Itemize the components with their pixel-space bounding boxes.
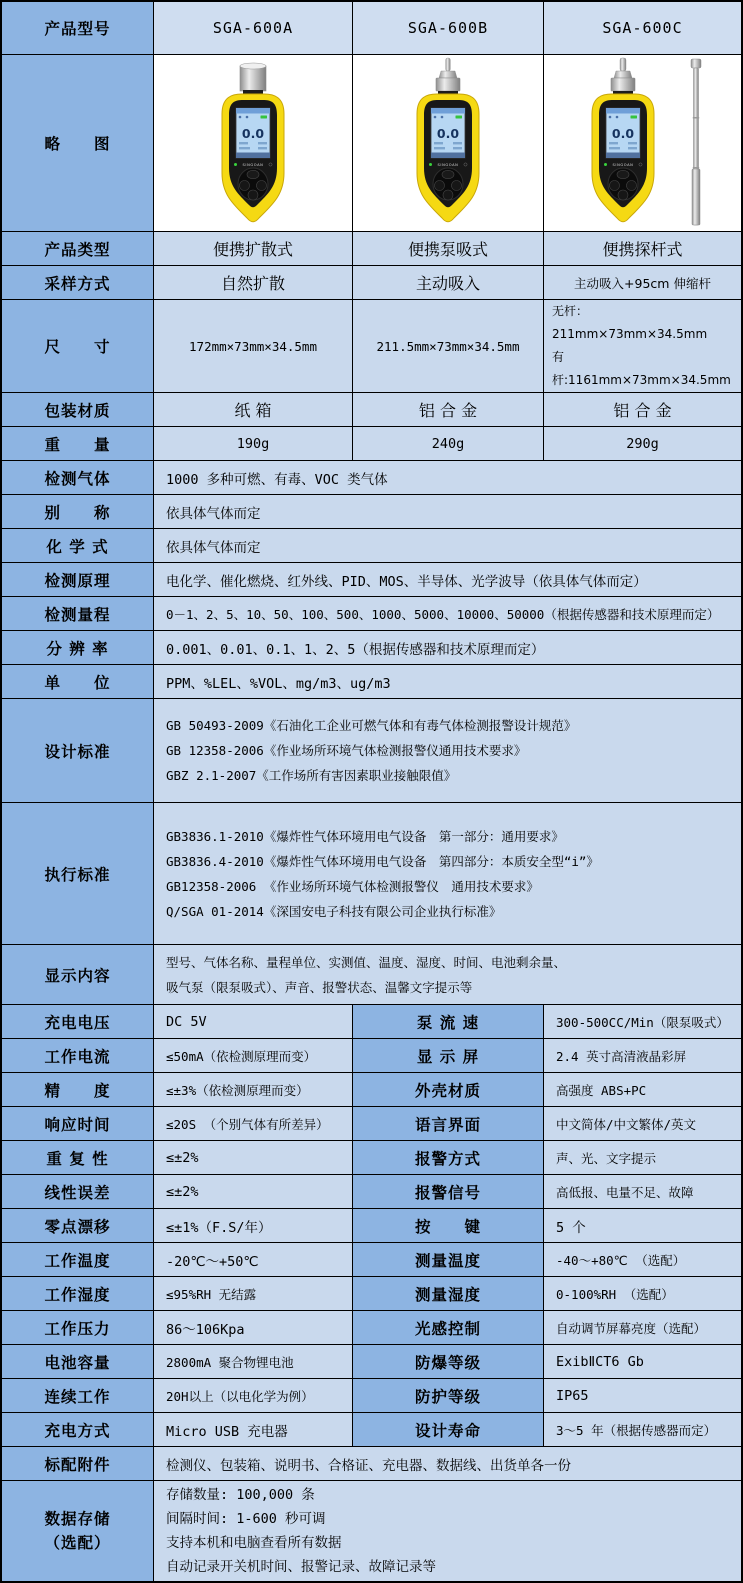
label-measuring-humidity: 测量湿度 — [353, 1277, 543, 1310]
value-sampling-method-b: 主动吸入 — [353, 266, 543, 299]
label-executive-standard: 执行标准 — [2, 803, 153, 944]
sensor-cap — [240, 63, 266, 95]
device-screen — [431, 108, 465, 158]
value-working-current: ≤50mA（依检测原理而变） — [154, 1039, 352, 1072]
data-storage-label-line1: 数据存储 — [44, 1510, 111, 1528]
label-working-humidity: 工作湿度 — [2, 1277, 153, 1310]
value-detection-gas: 1000 多种可燃、有毒、VOC 类气体 — [154, 461, 741, 494]
label-measuring-temperature: 测量温度 — [353, 1243, 543, 1276]
value-dimensions-a: 172mm×73mm×34.5mm — [154, 300, 352, 392]
value-product-type-a: 便携扩散式 — [154, 232, 352, 265]
label-battery-capacity: 电池容量 — [2, 1345, 153, 1378]
label-detection-principle: 检测原理 — [2, 563, 153, 596]
sketch-cell-sga600a — [154, 55, 352, 231]
screen-reading: 0.0 — [241, 126, 265, 141]
value-product-type-b: 便携泵吸式 — [353, 232, 543, 265]
label-sketch: 略 图 — [2, 55, 153, 231]
label-alarm-mode: 报警方式 — [353, 1141, 543, 1174]
label-weight: 重 量 — [2, 427, 153, 460]
value-detection-range: 0－1、2、5、10、50、100、500、1000、5000、10000、50000（根据传感器和技术原理而定） — [154, 597, 741, 630]
label-standard-accessories: 标配附件 — [2, 1447, 153, 1480]
value-zero-drift: ≤±1%（F.S/年） — [154, 1209, 352, 1242]
data-storage-label-line2: （选配） — [44, 1534, 111, 1552]
executive-standard-line: GB3836.1-2010《爆炸性气体环境用电气设备 第一部分：通用要求》 — [166, 828, 564, 844]
executive-standard-line: Q/SGA 01-2014《深国安电子科技有限公司企业执行标准》 — [166, 903, 502, 919]
product-image-sga600a-diffusion-detector — [203, 57, 303, 229]
value-repeatability: ≤±2% — [154, 1141, 352, 1174]
display-content-line: 吸气泵（限泵吸式）、声音、报警状态、温馨文字提示等 — [166, 979, 473, 995]
label-detection-gas: 检测气体 — [2, 461, 153, 494]
brand-text: SINGOAN — [612, 163, 633, 167]
label-shell-material: 外壳材质 — [353, 1073, 543, 1106]
brand-text: SINGOAN — [242, 163, 264, 167]
value-detection-principle: 电化学、催化燃烧、红外线、PID、MOS、半导体、光学波导（依具体气体而定） — [154, 563, 741, 596]
design-standard-line: GBZ 2.1-2007《工作场所有害因素职业接触限值》 — [166, 768, 457, 783]
value-measuring-temperature: -40～+80℃ （选配） — [544, 1243, 741, 1276]
brand-text: SINGOAN — [437, 163, 459, 167]
device-buttons — [608, 168, 638, 200]
value-linearity-error: ≤±2% — [154, 1175, 352, 1208]
status-led — [604, 163, 607, 166]
label-linearity-error: 线性误差 — [2, 1175, 153, 1208]
value-dimensions-b: 211.5mm×73mm×34.5mm — [353, 300, 543, 392]
value-packaging-material-a: 纸 箱 — [154, 393, 352, 426]
product-image-sga600b-pump-detector — [398, 57, 498, 229]
label-repeatability: 重 复 性 — [2, 1141, 153, 1174]
label-resolution: 分 辨 率 — [2, 631, 153, 664]
value-working-pressure: 86～106Kpa — [154, 1311, 352, 1344]
label-explosion-proof-grade: 防爆等级 — [353, 1345, 543, 1378]
value-packaging-material-c: 铝 合 金 — [544, 393, 741, 426]
device-buttons — [238, 168, 268, 200]
value-weight-b: 240g — [353, 427, 543, 460]
device-screen — [236, 108, 270, 158]
value-packaging-material-b: 铝 合 金 — [353, 393, 543, 426]
dimensions-c-with-rod: 有杆:1161mm×73mm×34.5mm — [552, 350, 731, 387]
label-buttons-count: 按 键 — [353, 1209, 543, 1242]
battery-icon — [456, 116, 463, 119]
label-zero-drift: 零点漂移 — [2, 1209, 153, 1242]
data-storage-line: 间隔时间: 1-600 秒可调 — [166, 1511, 326, 1527]
telescopic-rod — [691, 59, 701, 225]
value-charging-voltage: DC 5V — [154, 1005, 352, 1038]
label-detection-range: 检测量程 — [2, 597, 153, 630]
dimensions-c-no-rod: 无杆：211mm×73mm×34.5mm — [552, 304, 708, 341]
label-accuracy: 精 度 — [2, 1073, 153, 1106]
value-design-life: 3～5 年（根据传感器而定） — [544, 1413, 741, 1446]
label-display-content: 显示内容 — [2, 945, 153, 1004]
status-led — [429, 163, 432, 166]
label-dimensions: 尺 寸 — [2, 300, 153, 392]
value-product-type-c: 便携探杆式 — [544, 232, 741, 265]
data-storage-line: 支持本机和电脑查看所有数据 — [166, 1535, 342, 1551]
header-model-sga600a: SGA-600A — [154, 2, 352, 54]
label-language-ui: 语言界面 — [353, 1107, 543, 1140]
value-pump-flow: 300-500CC/Min（限泵吸式） — [544, 1005, 741, 1038]
value-buttons-count: 5 个 — [544, 1209, 741, 1242]
label-pump-flow: 泵 流 速 — [353, 1005, 543, 1038]
value-display-screen: 2.4 英寸高清液晶彩屏 — [544, 1039, 741, 1072]
executive-standard-line: GB12358-2006 《作业场所环境气体检测报警仪 通用技术要求》 — [166, 878, 539, 894]
label-packaging-material: 包装材质 — [2, 393, 153, 426]
value-weight-c: 290g — [544, 427, 741, 460]
label-light-control: 光感控制 — [353, 1311, 543, 1344]
design-standard-line: GB 12358-2006《作业场所环境气体检测报警仪通用技术要求》 — [166, 743, 527, 758]
value-battery-capacity: 2800mA 聚合物锂电池 — [154, 1345, 352, 1378]
label-working-pressure: 工作压力 — [2, 1311, 153, 1344]
label-charging-method: 充电方式 — [2, 1413, 153, 1446]
display-content-line: 型号、气体名称、量程单位、实测值、温度、湿度、时间、电池剩余量、 — [166, 954, 567, 970]
value-design-standard — [154, 699, 741, 802]
label-alarm-signal: 报警信号 — [353, 1175, 543, 1208]
value-working-humidity: ≤95%RH 无结露 — [154, 1277, 352, 1310]
header-model-sga600b: SGA-600B — [353, 2, 543, 54]
value-data-storage — [154, 1481, 741, 1581]
header-product-model-label: 产品型号 — [2, 2, 153, 54]
screen-reading: 0.0 — [611, 126, 634, 141]
value-shell-material: 高强度 ABS+PC — [544, 1073, 741, 1106]
value-display-content — [154, 945, 741, 1004]
label-design-standard: 设计标准 — [2, 699, 153, 802]
data-storage-line: 自动记录开关机时间、报警记录、故障记录等 — [166, 1559, 436, 1575]
executive-standard-line: GB3836.4-2010《爆炸性气体环境用电气设备 第四部分：本质安全型“i”》 — [166, 853, 599, 869]
label-alias: 别 称 — [2, 495, 153, 528]
label-unit: 单 位 — [2, 665, 153, 698]
device-screen — [606, 108, 640, 158]
design-standard-line: GB 50493-2009《石油化工企业可燃气体和有毒气体检测报警设计规范》 — [166, 718, 577, 733]
value-response-time: ≤20S （个别气体有所差异） — [154, 1107, 352, 1140]
value-working-temperature: -20℃～+50℃ — [154, 1243, 352, 1276]
value-sampling-method-a: 自然扩散 — [154, 266, 352, 299]
value-unit: PPM、%LEL、%VOL、mg/m3、ug/m3 — [154, 665, 741, 698]
label-product-type: 产品类型 — [2, 232, 153, 265]
device-buttons — [433, 168, 463, 200]
label-display-screen: 显 示 屏 — [353, 1039, 543, 1072]
label-data-storage — [2, 1481, 153, 1581]
sketch-cell-sga600b — [353, 55, 543, 231]
value-weight-a: 190g — [154, 427, 352, 460]
sketch-cell-sga600c — [544, 55, 741, 231]
value-dimensions-c — [544, 300, 741, 392]
value-protection-grade: IP65 — [544, 1379, 741, 1412]
label-continuous-working: 连续工作 — [2, 1379, 153, 1412]
value-light-control: 自动调节屏幕亮度（选配） — [544, 1311, 741, 1344]
data-storage-line: 存储数量: 100,000 条 — [166, 1487, 315, 1503]
label-design-life: 设计寿命 — [353, 1413, 543, 1446]
value-executive-standard — [154, 803, 741, 944]
pump-probe — [436, 58, 460, 95]
value-chemical-formula: 依具体气体而定 — [154, 529, 741, 562]
status-led — [234, 163, 237, 166]
value-explosion-proof-grade: ExibⅡCT6 Gb — [544, 1345, 741, 1378]
value-standard-accessories: 检测仪、包装箱、说明书、合格证、充电器、数据线、出货单各一份 — [154, 1447, 741, 1480]
label-chemical-formula: 化 学 式 — [2, 529, 153, 562]
label-response-time: 响应时间 — [2, 1107, 153, 1140]
value-continuous-working: 20H以上（以电化学为例） — [154, 1379, 352, 1412]
value-language-ui: 中文简体/中文繁体/英文 — [544, 1107, 741, 1140]
label-sampling-method: 采样方式 — [2, 266, 153, 299]
header-model-sga600c: SGA-600C — [544, 2, 741, 54]
label-charging-voltage: 充电电压 — [2, 1005, 153, 1038]
battery-icon — [261, 116, 268, 119]
label-protection-grade: 防护等级 — [353, 1379, 543, 1412]
value-alarm-signal: 高低报、电量不足、故障 — [544, 1175, 741, 1208]
value-alarm-mode: 声、光、文字提示 — [544, 1141, 741, 1174]
value-measuring-humidity: 0-100%RH （选配） — [544, 1277, 741, 1310]
value-sampling-method-c: 主动吸入+95cm 伸缩杆 — [544, 266, 741, 299]
label-working-current: 工作电流 — [2, 1039, 153, 1072]
value-accuracy: ≤±3%（依检测原理而变） — [154, 1073, 352, 1106]
value-alias: 依具体气体而定 — [154, 495, 741, 528]
battery-icon — [630, 116, 637, 119]
pump-probe — [611, 58, 635, 95]
value-resolution: 0.001、0.01、0.1、1、2、5（根据传感器和技术原理而定） — [154, 631, 741, 664]
product-image-sga600c-probe-detector — [573, 57, 713, 229]
value-charging-method: Micro USB 充电器 — [154, 1413, 352, 1446]
label-working-temperature: 工作温度 — [2, 1243, 153, 1276]
screen-reading: 0.0 — [436, 126, 460, 141]
